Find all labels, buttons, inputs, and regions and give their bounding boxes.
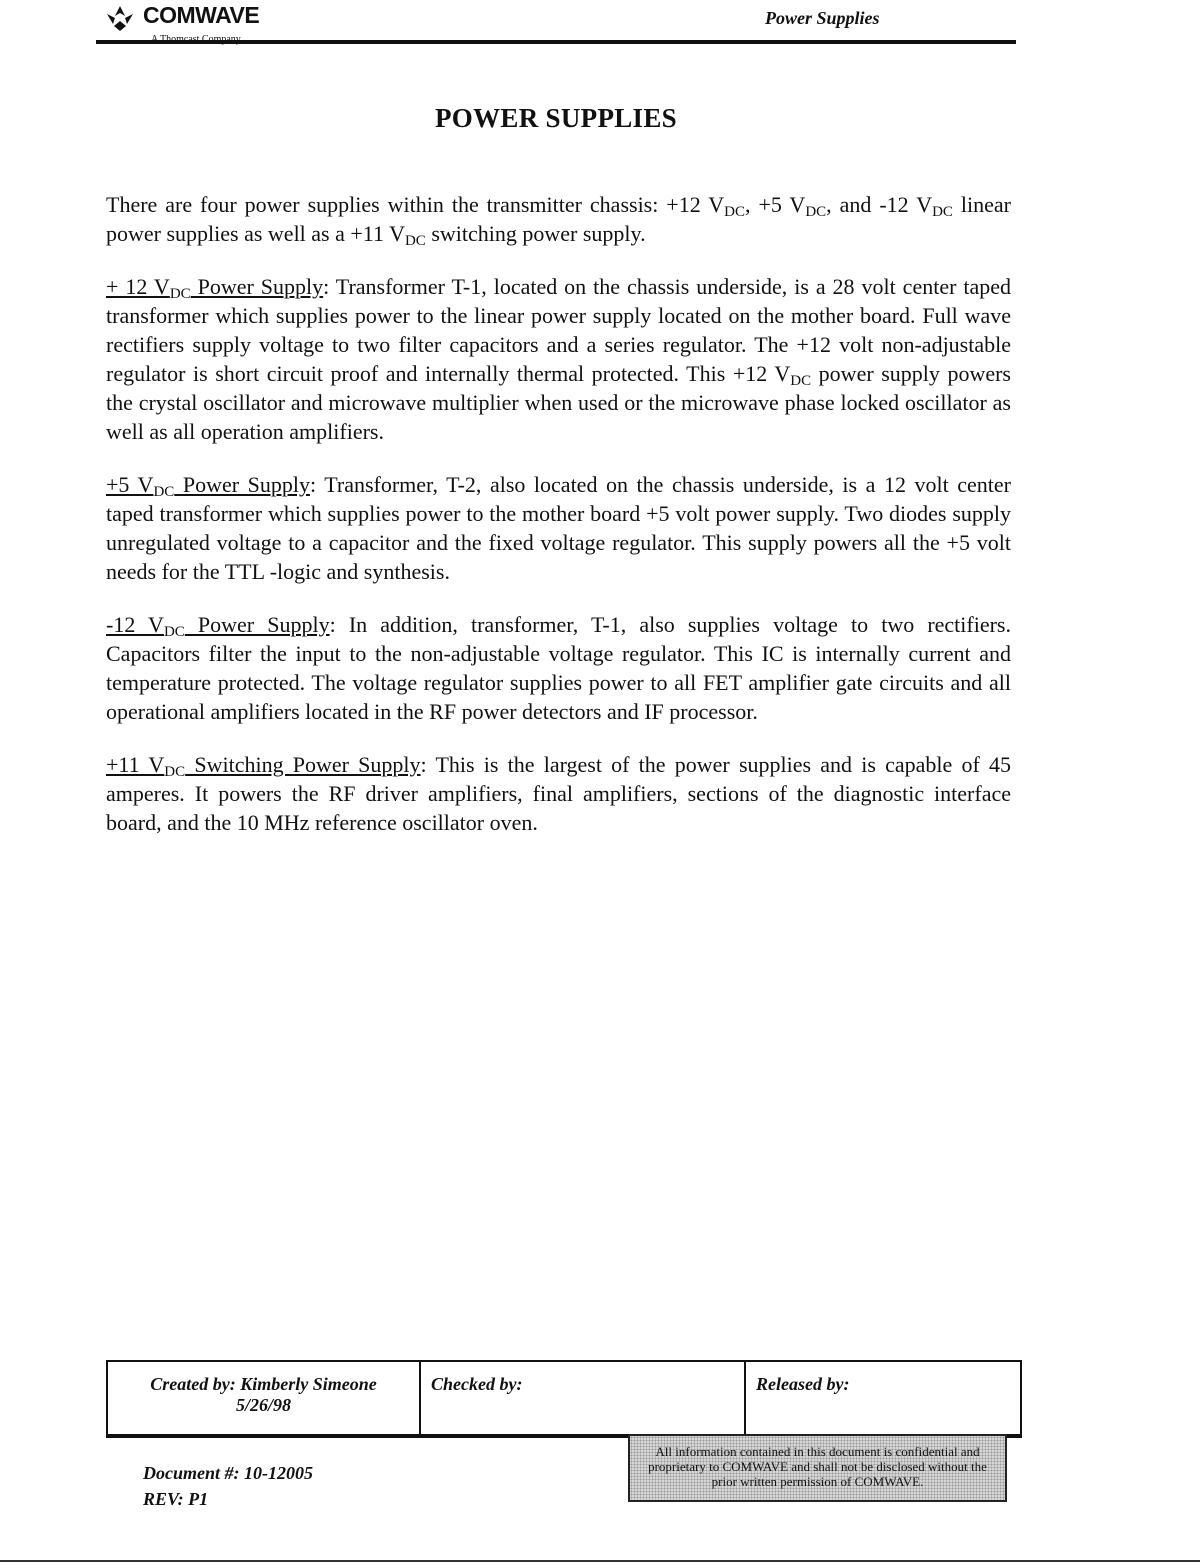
intro-subscript: DC bbox=[404, 233, 426, 249]
document-info bbox=[143, 1460, 313, 1512]
heading-text: +11 V bbox=[106, 752, 165, 777]
revision: REV: P1 bbox=[143, 1489, 209, 1509]
intro-text: There are four power supplies within the transmitter chassis: +12 V bbox=[106, 192, 725, 217]
section-heading bbox=[106, 472, 310, 500]
heading-text: Switching Power Supply bbox=[185, 752, 421, 777]
section-plus11 bbox=[106, 750, 1011, 837]
intro-subscript: DC bbox=[932, 204, 953, 220]
heading-text: Power Supply bbox=[174, 472, 310, 497]
signoff-table bbox=[106, 1360, 1022, 1438]
intro-text: linear power supplies as well as a +11 V bbox=[106, 192, 1011, 246]
bottom-scan-edge bbox=[0, 1560, 1200, 1562]
heading-subscript: DC bbox=[169, 286, 191, 302]
heading-text: Power Supply bbox=[190, 274, 324, 299]
document-body bbox=[106, 190, 1011, 861]
intro-subscript: DC bbox=[805, 204, 827, 220]
heading-text: -12 V bbox=[106, 612, 164, 637]
section-label: Power Supplies bbox=[765, 8, 880, 28]
created-by-label: Created by: Kimberly Simeone bbox=[150, 1374, 377, 1394]
section-plus12 bbox=[106, 272, 1011, 446]
logo-text: COMWAVE bbox=[143, 2, 260, 28]
intro-subscript: DC bbox=[724, 204, 745, 220]
section-heading bbox=[106, 752, 421, 780]
heading-text: +5 V bbox=[106, 472, 154, 497]
released-by-cell bbox=[746, 1362, 1020, 1434]
section-heading bbox=[106, 274, 324, 302]
created-by-cell bbox=[108, 1362, 421, 1434]
intro-text: switching power supply. bbox=[425, 221, 646, 246]
checked-by-cell bbox=[421, 1362, 746, 1434]
heading-subscript: DC bbox=[153, 484, 175, 500]
section-body: power supply powers the crystal oscillator and microwave multiplier when used or the microwave phase locked oscillator as well as all operation amplifiers. bbox=[106, 361, 1011, 444]
section-subscript: DC bbox=[790, 373, 812, 389]
heading-subscript: DC bbox=[163, 624, 185, 640]
intro-paragraph bbox=[106, 190, 1011, 248]
section-body: : Transformer, T-2, also located on the chassis underside, is a 12 volt center taped transformer which supplies power to the mother board +5 volt power supply. Two diodes supply unregulated voltage to a capacitor and the fixed voltage regulator. This supply powers all the +5 volt needs for the TTL -logic and synthesis. bbox=[106, 472, 1011, 584]
confidential-notice: All information contained in this document is confidential and proprietary to COMWAVE and shall not be disclosed without the prior written permission of COMWAVE. bbox=[628, 1434, 1007, 1502]
section-body: : This is the largest of the power supplies and is capable of 45 amperes. It powers the RF driver amplifiers, final amplifiers, sections of the diagnostic interface board, and the 10 MHz reference oscillator oven. bbox=[106, 752, 1011, 835]
intro-text: , +5 V bbox=[745, 192, 806, 217]
header-divider bbox=[96, 40, 1016, 44]
document-number: Document #: 10-12005 bbox=[143, 1463, 313, 1483]
section-heading bbox=[106, 612, 330, 640]
heading-subscript: DC bbox=[164, 764, 186, 780]
heading-text: Power Supply bbox=[184, 612, 330, 637]
checked-by-label: Checked by: bbox=[431, 1374, 523, 1394]
heading-text: + 12 V bbox=[106, 274, 170, 299]
page-title: POWER SUPPLIES bbox=[435, 103, 677, 133]
section-body: : Transformer T-1, located on the chassis underside, is a 28 volt center taped transformer which supplies power to the linear power supply located on the mother board. Full wave rectifiers supply voltage to two filter capacitors and a series regulator. The +12 volt non-adjustable regulator is short circuit proof and internally thermal protected. This +12 V bbox=[106, 274, 1012, 386]
section-body: : In addition, transformer, T-1, also supplies voltage to two rectifiers. Capacitors filter the input to the non-adjustable voltage regulator. This IC is internally current and temperature protected. The voltage regulator supplies power to all FET amplifier gate circuits and all operational amplifiers located in the RF power detectors and IF processor. bbox=[106, 612, 1011, 724]
comwave-logo-icon bbox=[103, 4, 137, 32]
released-by-label: Released by: bbox=[756, 1374, 850, 1394]
section-minus12 bbox=[106, 610, 1011, 726]
created-date: 5/26/98 bbox=[235, 1395, 291, 1415]
section-plus5 bbox=[106, 470, 1011, 586]
intro-text: , and -12 V bbox=[826, 192, 933, 217]
